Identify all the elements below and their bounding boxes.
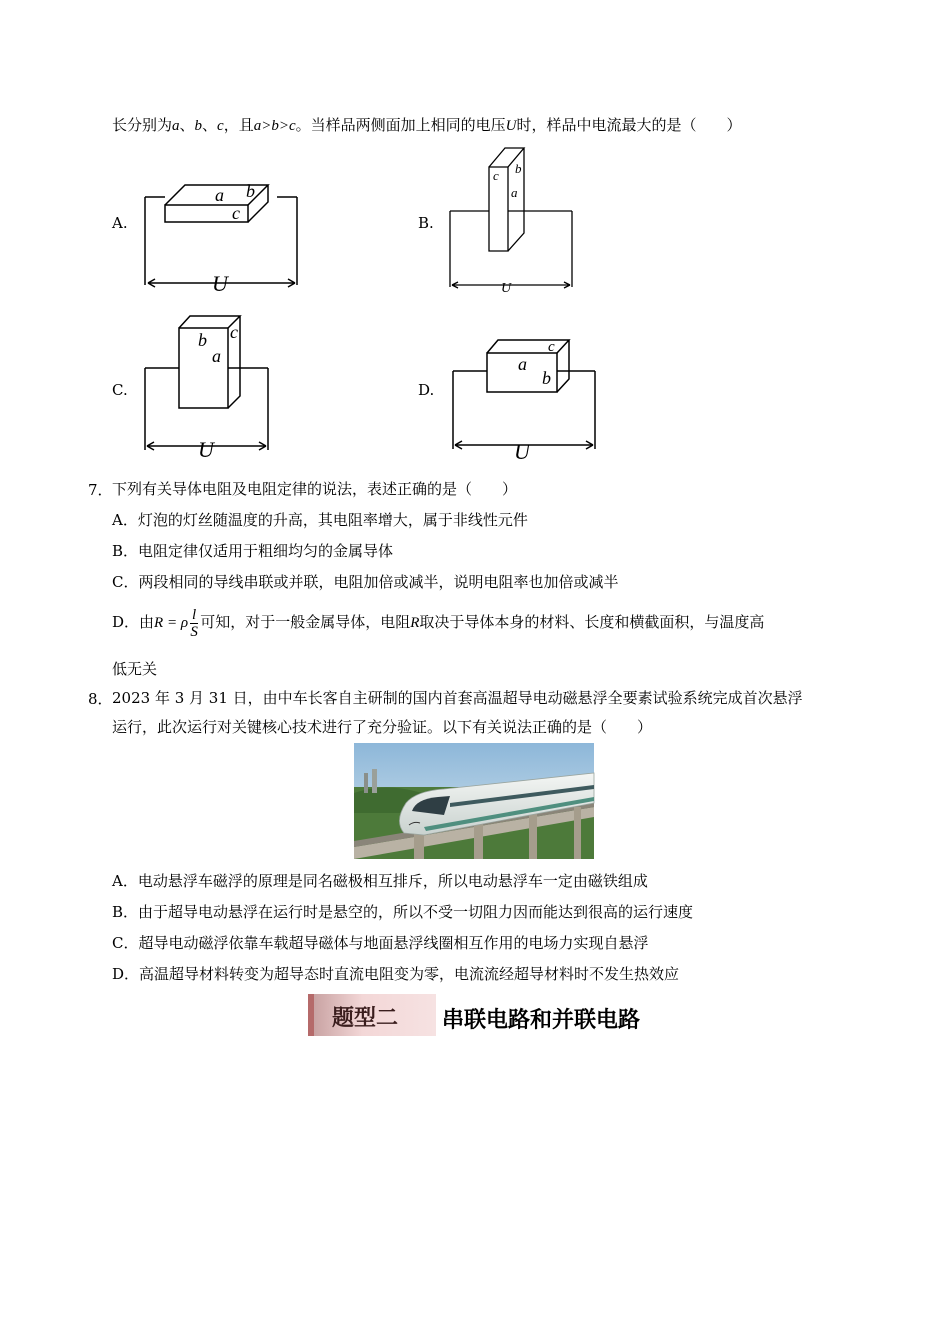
q7-option-c: C．两段相同的导线串联或并联，电阻加倍或减半，说明电阻率也加倍或减半	[112, 573, 619, 591]
q7-number: 7．	[88, 481, 113, 499]
q6-c-dim-a: a	[212, 346, 221, 366]
maglev-train-photo	[354, 743, 594, 859]
q6-option-c-label: C.	[112, 381, 128, 399]
q8-option-b: B．由于超导电动悬浮在运行时是悬空的，所以不受一切阻力因而能达到很高的运行速度	[112, 903, 694, 921]
q7-option-a: A．灯泡的灯丝随温度的升高，其电阻率增大，属于非线性元件	[112, 511, 528, 529]
section-tag-banner	[308, 994, 436, 1036]
q8-option-a: A．电动悬浮车磁浮的原理是同名磁极相互排斥，所以电动悬浮车一定由磁铁组成	[112, 872, 648, 890]
q6-option-a-diagram	[140, 175, 310, 295]
q6-c-voltage: U	[198, 437, 214, 462]
q6-d-dim-a: a	[518, 354, 527, 374]
q6-option-d-diagram	[450, 335, 610, 465]
q8-number: 8．	[88, 690, 113, 708]
q8-stem-line2: 运行，此次运行对关键核心技术进行了充分验证。以下有关说法正确的是（ ）	[112, 718, 653, 736]
section-tag: 题型二	[332, 1006, 399, 1031]
q6-b-dim-a: a	[511, 185, 518, 200]
q6-d-dim-b: b	[542, 368, 551, 388]
q6-option-b-label: B.	[418, 214, 434, 232]
q6-c-dim-c: c	[230, 322, 238, 342]
q7-option-d-cont: 低无关	[112, 660, 158, 678]
q6-b-voltage: U	[501, 281, 512, 296]
q6-option-a-label: A.	[112, 214, 128, 232]
q8-option-c: C．超导电动磁浮依靠车载超导磁体与地面悬浮线圈相互作用的电场力实现自悬浮	[112, 934, 649, 952]
q6-a-dim-c: c	[232, 203, 240, 223]
q6-b-dim-b: b	[515, 161, 522, 176]
section-title: 串联电路和并联电路	[442, 1008, 641, 1033]
q7-option-b: B．电阻定律仅适用于粗细均匀的金属导体	[112, 542, 394, 560]
q7-stem: 下列有关导体电阻及电阻定律的说法，表述正确的是（ ）	[112, 480, 518, 498]
q6-c-dim-b: b	[198, 330, 207, 350]
q6-option-d-label: D.	[418, 381, 435, 399]
q6-a-dim-a: a	[215, 185, 224, 205]
q7-option-d: D．由R = ρ $\frac{l}{S}$ 可知，对于一般金属导体，电阻R取决于导体本身的材料、长度和横截面积，与温度高	[112, 606, 765, 640]
q6-a-dim-b: b	[246, 181, 255, 201]
q6-option-b-diagram	[448, 145, 578, 295]
q6-option-c-diagram	[142, 312, 282, 462]
q6-a-voltage: U	[212, 271, 228, 296]
q8-option-d: D．高温超导材料转变为超导态时直流电阻变为零，电流流经超导材料时不发生热效应	[112, 965, 680, 983]
q6-d-voltage: U	[514, 439, 530, 464]
q8-stem-line1: 2023 年 3 月 31 日，由中车长客自主研制的国内首套高温超导电动磁悬浮全要素试验系统完成首次悬浮	[112, 689, 803, 707]
q6-b-dim-c: c	[493, 168, 499, 183]
resistivity-fraction: $\frac{l}{S}$	[190, 606, 198, 640]
q6-d-dim-c: c	[548, 339, 555, 355]
q6-stem: 长分别为a、b、c，且a>b>c。当样品两侧面加上相同的电压U时，样品中电流最大的是（ ）	[112, 116, 742, 134]
